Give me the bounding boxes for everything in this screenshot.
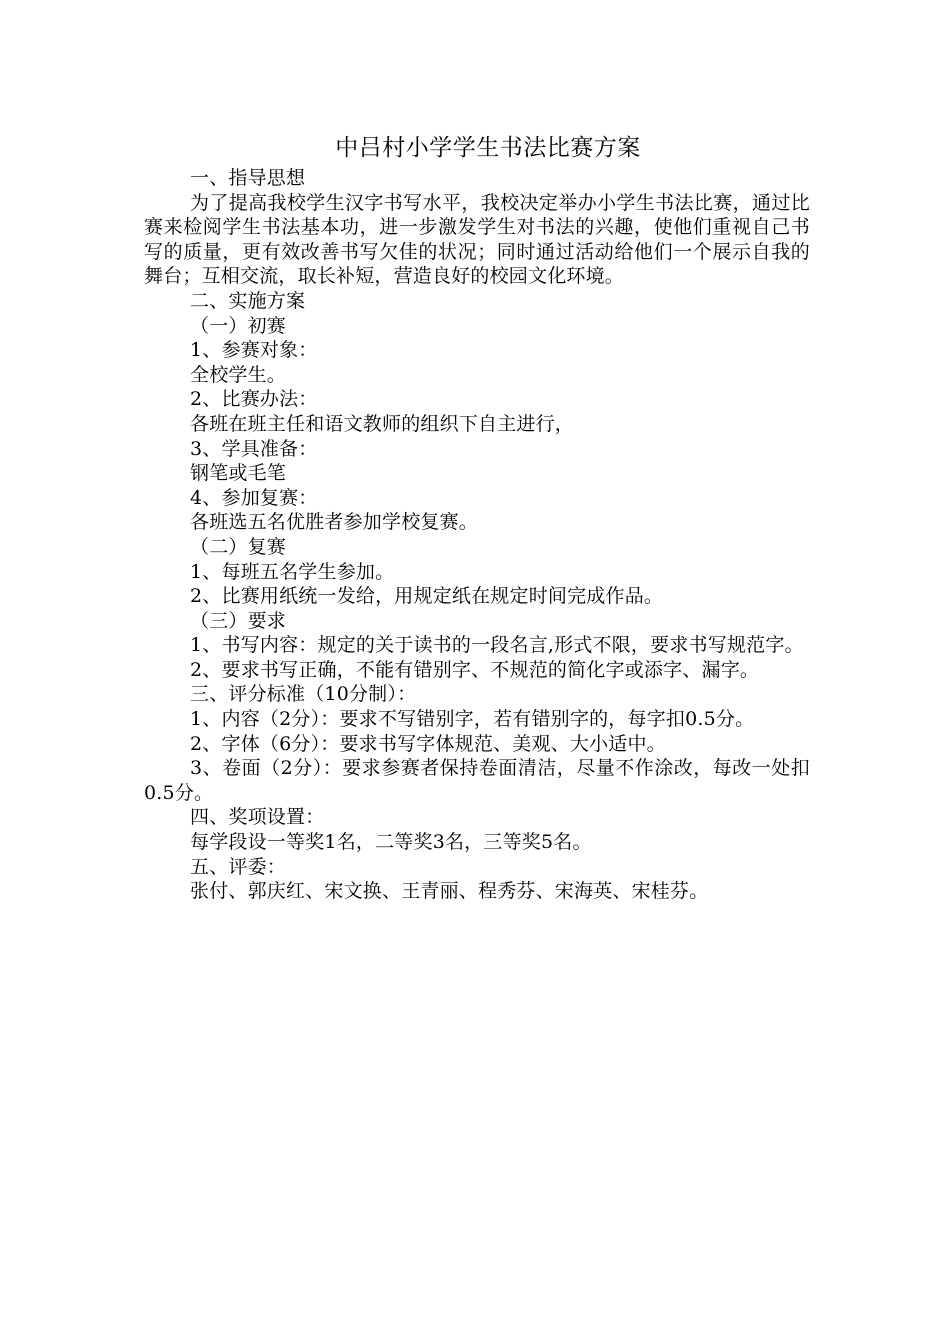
item-requirement-correctness: 2、要求书写正确，不能有错别字、不规范的简化字或添字、漏字。: [190, 658, 760, 681]
item-scoring-neatness: 3、卷面（2分）：要求参赛者保持卷面清洁，尽量不作涂改，每改一处扣0.5分。: [144, 757, 810, 804]
item-judges-names: 张付、郭庆红、宋文换、王青丽、程秀芬、宋海英、宋桂芬。: [190, 880, 709, 903]
item-participants-text: 全校学生。: [190, 363, 287, 386]
subsection-heading-final: （二）复赛: [190, 535, 287, 558]
item-method-label: 2、比赛办法：: [190, 388, 318, 411]
item-tools-text: 钢笔或毛笔: [190, 462, 287, 485]
section-heading-implementation: 二、实施方案: [190, 289, 306, 312]
item-advance-text: 各班选五名优胜者参加学校复赛。: [190, 511, 479, 534]
document-title: 中吕村小学学生书法比赛方案: [335, 135, 641, 161]
item-participants-label: 1、参赛对象：: [190, 339, 318, 362]
item-scoring-font: 2、字体（6分）：要求书写字体规范、美观、大小适中。: [190, 732, 666, 755]
paragraph-guiding-ideology: 为了提高我校学生汉字书写水平，我校决定举办小学生书法比赛，通过比赛来检阅学生书法基本功，进一步激发学生对书法的兴趣，使他们重视自己书写的质量，更有效改善书写欠佳的状况；同时通过活动给他们一个展示自我的舞台；互相交流，取长补短，营造良好的校园文化环境。: [144, 191, 810, 288]
document-page: [144, 130, 810, 904]
item-final-paper: 2、比赛用纸统一发给，用规定纸在规定时间完成作品。: [190, 585, 664, 608]
section-heading-awards: 四、奖项设置：: [190, 806, 325, 829]
item-tools-label: 3、学具准备：: [190, 437, 318, 460]
section-heading-scoring: 三、评分标准（10分制）：: [190, 683, 417, 706]
item-scoring-content: 1、内容（2分）：要求不写错别字，若有错别字的，每字扣0.5分。: [190, 708, 755, 731]
section-heading-judges: 五、评委：: [190, 855, 287, 878]
item-method-text: 各班在班主任和语文教师的组织下自主进行，: [190, 412, 575, 435]
item-final-participants: 1、每班五名学生参加。: [190, 560, 395, 583]
item-advance-label: 4、参加复赛：: [190, 486, 318, 509]
section-heading-guiding-ideology: 一、指导思想: [190, 167, 306, 189]
item-awards-text: 每学段设一等奖1名，二等奖3名，三等奖5名。: [190, 831, 592, 854]
subsection-heading-preliminary: （一）初赛: [190, 314, 287, 337]
subsection-heading-requirements: （三）要求: [190, 609, 287, 632]
item-requirement-content: 1、书写内容：规定的关于读书的一段名言,形式不限，要求书写规范字。: [190, 634, 804, 657]
